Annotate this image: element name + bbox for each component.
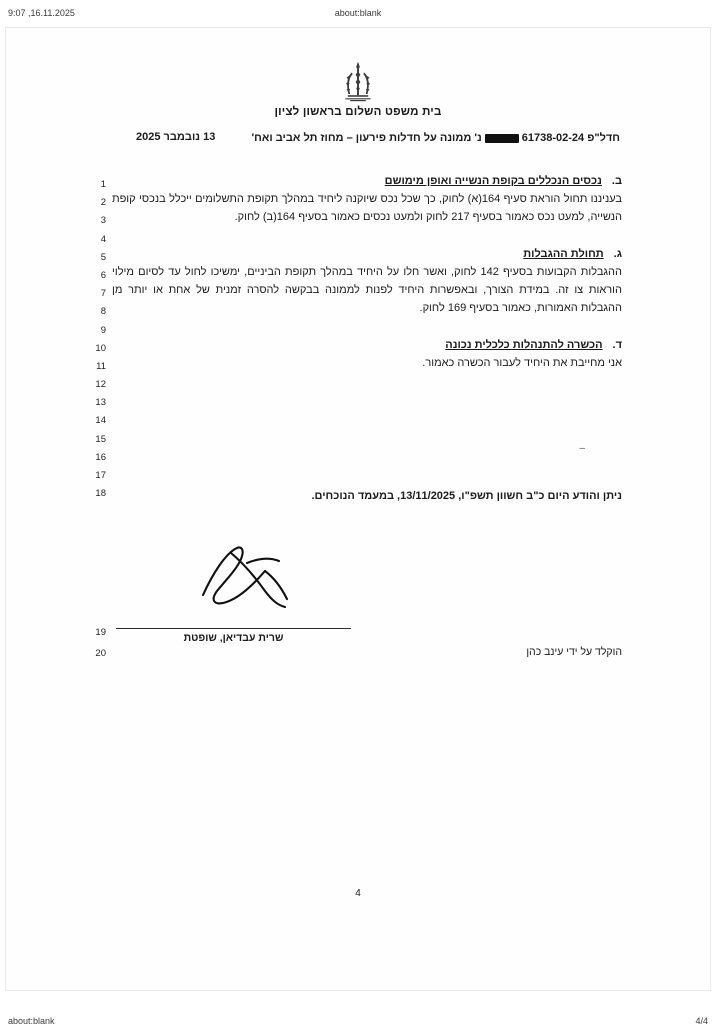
document-page xyxy=(6,28,710,990)
line-number: 5 xyxy=(100,251,106,263)
line-number: 1 xyxy=(100,179,106,190)
section-d-text: אני מחייבת את היחיד לעבור הכשרה כאמור. xyxy=(422,357,622,369)
line-number: 6 xyxy=(100,269,106,281)
line-number: 13 xyxy=(95,397,106,409)
line-number: 16 xyxy=(95,451,106,463)
judgment-date: 13 נובמבר 2025 xyxy=(136,131,216,143)
section-c xyxy=(112,245,622,318)
judge-name: שרית עבדיאן, שופטת xyxy=(183,632,284,644)
court-title: בית משפט השלום בראשון לציון xyxy=(274,106,442,118)
section-c-title: תחולת ההגבלות xyxy=(523,247,604,260)
document-body xyxy=(112,172,622,372)
handwritten-signature-icon xyxy=(191,533,311,623)
redaction-bar xyxy=(485,134,519,143)
print-footer-url: about:blank xyxy=(8,1016,55,1026)
line-number: 2 xyxy=(100,197,106,209)
line-number-gutter-tail xyxy=(84,622,106,664)
line-number: 8 xyxy=(100,306,106,318)
line-number: 4 xyxy=(100,233,106,245)
print-footer-pagination: 4/4 xyxy=(695,1016,708,1026)
signature-rule xyxy=(116,628,351,629)
section-b xyxy=(112,172,622,227)
line-number: 19 xyxy=(95,627,106,638)
section-b-text: בעניננו תחול הוראת סעיף 164(א) לחוק, כך שכל נכס שיוקנה ליחיד במהלך תקופת התשלומים ייכלל בנכסי קופת הנשייה, למעט נכס כאמור בסעיף 217 לחוק ולמעט נכסים כאמור בסעיף 164(ב) לחוק. xyxy=(112,193,622,224)
section-d-title: הכשרה להתנהלות כלכלית נכונה xyxy=(445,338,603,351)
section-b-marker: ב. xyxy=(611,175,622,187)
print-header-timestamp: 9:07 ,16.11.2025 xyxy=(8,8,75,18)
line-number: 20 xyxy=(95,648,106,659)
page-number: 4 xyxy=(355,888,361,899)
line-number: 3 xyxy=(100,215,106,227)
line-number: 10 xyxy=(95,342,106,354)
line-number: 14 xyxy=(95,415,106,427)
section-d-heading xyxy=(112,336,622,354)
section-c-marker: ג. xyxy=(613,247,622,260)
line-number-gutter xyxy=(84,176,106,503)
case-parties: נ' ממונה על חדלות פירעון – מחוז תל אביב ואח' xyxy=(251,132,482,144)
print-header-url: about:blank xyxy=(334,8,382,18)
given-and-notified-line: ניתן והודע היום כ"ב חשוון תשפ"ו, 13/11/2025, במעמד הנוכחים. xyxy=(311,490,622,502)
line-number: 11 xyxy=(96,360,106,372)
line-number: 15 xyxy=(95,433,106,445)
line-number: 18 xyxy=(95,488,106,500)
case-header xyxy=(200,128,620,149)
line-number: 9 xyxy=(100,324,106,336)
line-number: 7 xyxy=(100,288,106,300)
typed-by-note: הוקלד על ידי עינב כהן xyxy=(526,646,622,658)
section-b-heading xyxy=(112,172,622,190)
case-number: חדל"פ 61738-02-24 xyxy=(521,132,620,144)
line-number: 12 xyxy=(95,379,106,391)
line-number: 17 xyxy=(95,470,106,481)
section-d xyxy=(112,336,622,372)
section-c-text: ההגבלות הקבועות בסעיף 142 לחוק, ואשר חלו על היחיד במהלך תקופת הביניים, ימשיכו לחול עד לסיום מילוי הוראות צו זה. במידת הצורך, ובאפשרות היחיד לפנות לממונה בבקשה להסרה זמנית של אחת או יותר מן ההגבלות האמורות, כאמור בסעיף 169 לחוק. xyxy=(112,266,622,315)
section-d-marker: ד. xyxy=(612,338,622,351)
section-c-heading xyxy=(112,245,622,263)
israel-state-emblem-icon xyxy=(340,58,376,106)
stray-mark: – xyxy=(579,443,585,454)
section-b-title: נכסים הנכללים בקופת הנשייה ואופן מימושם xyxy=(384,175,602,187)
